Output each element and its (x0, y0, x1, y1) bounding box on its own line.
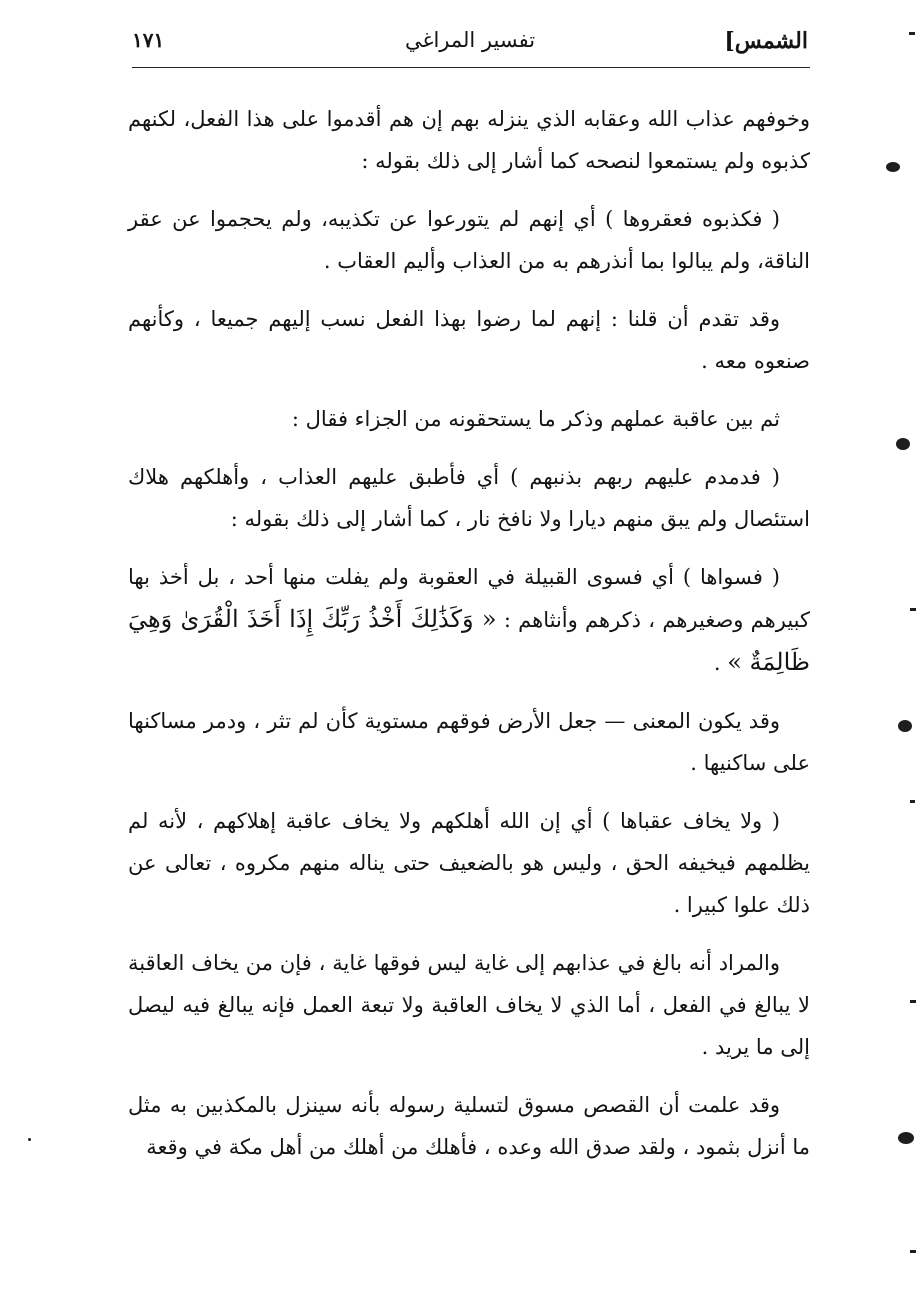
paragraph-text: ( ولا يخاف عقباها ) أي إن الله أهلكهم ولا يخاف عاقبة إهلاكهم ، لأنه لم يظلمهم فيخيفه الحق ، وليس هو بالضعيف حتى يناله منهم مكروه ، تعالى عن ذلك علوا كبيرا . (128, 809, 810, 917)
paragraph-text: ( فدمدم عليهم ربهم بذنبهم ) أي فأطبق عليهم العذاب ، وأهلكهم هلاك استئصال ولم يبق منهم ديارا ولا نافخ نار ، كما أشار إلى ذلك بقوله : (128, 465, 810, 531)
scan-mark (909, 32, 915, 35)
paragraph-text: ثم بين عاقبة عملهم وذكر ما يستحقونه من الجزاء فقال : (291, 407, 780, 431)
quran-verse: « وَكَذَٰلِكَ أَخْذُ رَبِّكَ إِذَا أَخَذَ الْقُرَىٰ وَهِيَ ظَالِمَةٌ » (128, 605, 810, 676)
scan-mark (910, 1000, 916, 1003)
scan-mark (898, 1132, 914, 1144)
body-text (128, 98, 810, 1184)
paragraph-text: والمراد أنه بالغ في عذابهم إلى غاية ليس فوقها غاية ، فإن من يخاف العاقبة لا يبالغ في الفعل ، أما الذي لا يخاف العاقبة ولا تبعة العمل فإنه يبالغ فيه ليصل إلى ما يريد . (128, 951, 810, 1059)
scan-mark (898, 720, 912, 732)
scan-mark (28, 1138, 31, 1141)
header-rule (132, 67, 810, 68)
paragraph-2 (128, 198, 810, 282)
paragraph-text: وقد علمت أن القصص مسوق لتسلية رسوله بأنه سينزل بالمكذبين به مثل ما أنزل بثمود ، ولقد صدق الله وعده ، فأهلك من أهلك من أهل مكة في وقعة (128, 1093, 810, 1159)
paragraph-text: ( فكذبوه فعقروها ) أي إنهم لم يتورعوا عن تكذيبه، ولم يحجموا عن عقر الناقة، ولم يبالوا بما أنذرهم به من العذاب وأليم العقاب . (128, 207, 810, 273)
paragraph-text: وخوفهم عذاب الله وعقابه الذي ينزله بهم إن هم أقدموا على هذا الفعل، لكنهم كذبوه ولم يستمعوا لنصحه كما أشار إلى ذلك بقوله : (128, 107, 810, 173)
paragraph-text: وقد يكون المعنى — جعل الأرض فوقهم مستوية كأن لم تثر ، ودمر مساكنها على ساكنيها . (128, 709, 810, 775)
paragraph-9 (128, 942, 810, 1068)
scan-mark (886, 162, 900, 172)
paragraph-5 (128, 456, 810, 540)
paragraph-8 (128, 800, 810, 926)
paragraph-7 (128, 700, 810, 784)
paragraph-text: وقد تقدم أن قلنا : إنهم لما رضوا بهذا الفعل نسب إليهم جميعا ، وكأنهم صنعوه معه . (128, 307, 810, 373)
page-number: ١٧١ (132, 28, 165, 52)
scan-mark (896, 438, 910, 450)
book-title: تفسير المراغي (404, 28, 536, 52)
paragraph-4 (128, 398, 810, 440)
paragraph-text: ( فسواها ) أي فسوى القبيلة في العقوبة ولم يفلت منها أحد ، بل أخذ بها كبيرهم وصغيرهم ، ذكرهم وأنثاهم : (128, 565, 810, 632)
paragraph-6 (128, 556, 810, 684)
paragraph-text-end: . (713, 651, 728, 675)
running-header (132, 20, 808, 64)
scan-mark (910, 800, 915, 803)
paragraph-10 (128, 1084, 810, 1168)
surah-name: الشمس] (724, 28, 808, 54)
scan-mark (910, 608, 916, 611)
paragraph-1 (128, 98, 810, 182)
paragraph-3 (128, 298, 810, 382)
scan-mark (910, 1250, 916, 1253)
